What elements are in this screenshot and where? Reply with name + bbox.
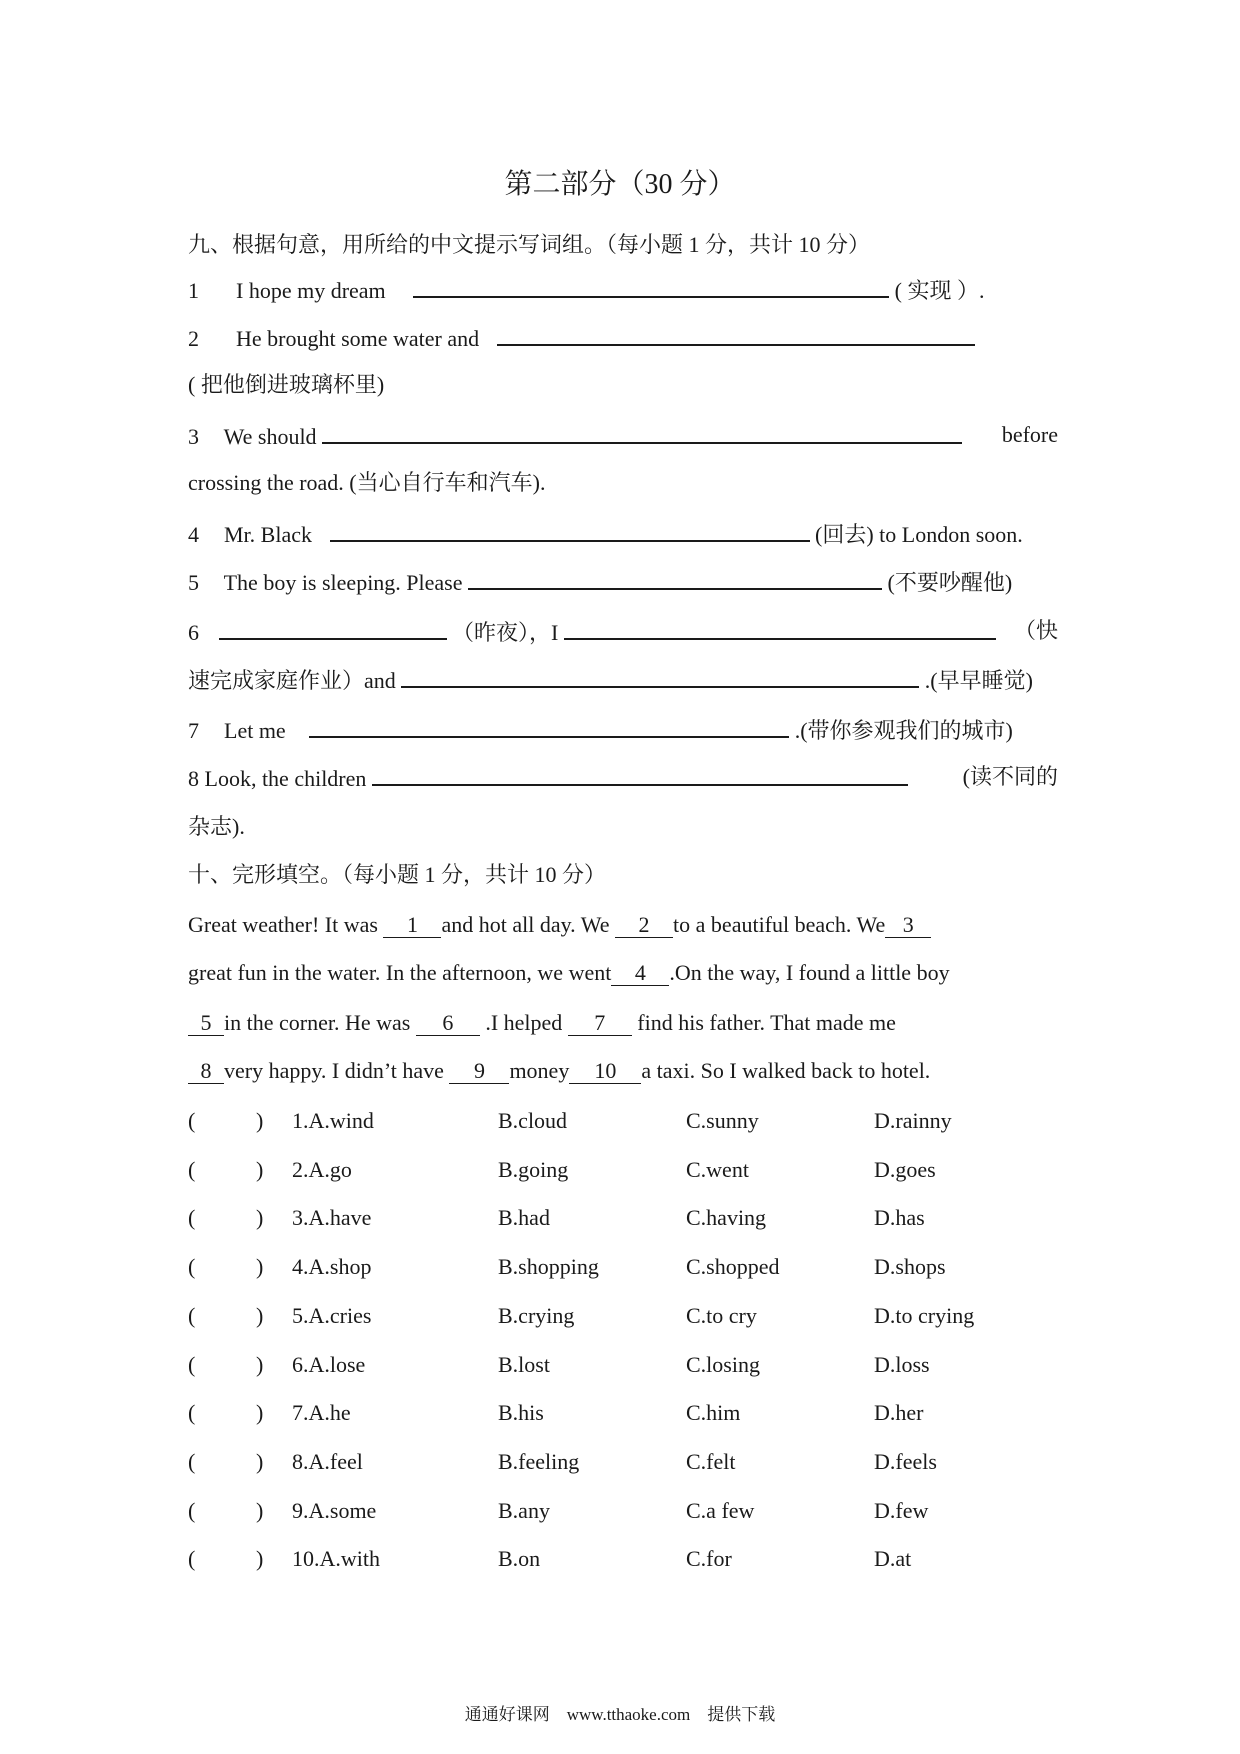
q3-line	[188, 420, 1058, 450]
q2-num: 2	[188, 326, 199, 351]
answer-paren-open[interactable]: (	[188, 1546, 196, 1571]
answer-paren-open[interactable]: (	[188, 1108, 196, 1133]
cloze-blank-3[interactable]: 3	[885, 913, 931, 938]
option-row	[188, 1398, 1058, 1428]
q3-num: 3	[188, 424, 199, 449]
q7-text: Let me	[224, 718, 286, 743]
option-row	[188, 1252, 1058, 1282]
option-a[interactable]: 6.A.lose	[292, 1352, 366, 1377]
option-a[interactable]: 2.A.go	[292, 1157, 352, 1182]
option-c[interactable]: C.losing	[686, 1352, 760, 1377]
answer-paren-open[interactable]: (	[188, 1205, 196, 1230]
q3-answer-blank[interactable]	[322, 420, 962, 444]
q8-answer-blank[interactable]	[372, 762, 908, 786]
q2-line	[188, 322, 1058, 352]
answer-paren-close: )	[256, 1303, 264, 1328]
answer-paren-close: )	[256, 1498, 264, 1523]
q3-continuation: crossing the road. (当心自行车和汽车).	[188, 470, 546, 495]
option-b[interactable]: B.feeling	[498, 1449, 580, 1474]
q4-text: Mr. Black	[224, 522, 312, 547]
passage-text: .I helped	[479, 1010, 568, 1035]
option-row	[188, 1350, 1058, 1380]
option-d[interactable]: D.at	[874, 1546, 912, 1571]
option-row	[188, 1106, 1058, 1136]
option-b[interactable]: B.cloud	[498, 1108, 568, 1133]
section9-heading: 九、根据句意，用所给的中文提示写词组。（每小题 1 分，共计 10 分）	[188, 232, 871, 257]
answer-paren-close: )	[256, 1352, 264, 1377]
q7-line	[188, 714, 1058, 744]
q6-hint2: （快	[1013, 618, 1058, 643]
q8-hint: (读不同的	[962, 764, 1058, 789]
q5-num: 5	[188, 570, 199, 595]
answer-paren-open[interactable]: (	[188, 1498, 196, 1523]
q4-num: 4	[188, 522, 199, 547]
q5-hint: (不要吵醒他)	[887, 570, 1013, 595]
cloze-blank-8[interactable]: 8	[188, 1059, 224, 1084]
option-a[interactable]: 10.A.with	[292, 1546, 380, 1571]
q2-answer-blank[interactable]	[497, 322, 975, 346]
option-c[interactable]: C.to cry	[686, 1303, 757, 1328]
option-d[interactable]: D.shops	[874, 1254, 946, 1279]
passage-text: .On the way, I found a little boy	[669, 960, 950, 985]
option-a[interactable]: 8.A.feel	[292, 1449, 363, 1474]
option-b[interactable]: B.had	[498, 1205, 550, 1230]
option-d[interactable]: D.few	[874, 1498, 929, 1523]
option-a[interactable]: 4.A.shop	[292, 1254, 372, 1279]
answer-paren-open[interactable]: (	[188, 1352, 196, 1377]
q6-num: 6	[188, 620, 199, 645]
option-b[interactable]: B.on	[498, 1546, 541, 1571]
q5-line	[188, 566, 1058, 596]
answer-paren-close: )	[256, 1400, 264, 1425]
option-c[interactable]: C.a few	[686, 1498, 755, 1523]
option-c[interactable]: C.him	[686, 1400, 741, 1425]
passage-text: and hot all day. We	[441, 912, 616, 937]
passage-text: money	[509, 1058, 570, 1083]
q6-hint1: （昨夜），I	[452, 620, 559, 645]
footer-credit: 通通好课网 www.tthaoke.com 提供下载	[464, 1705, 776, 1724]
cloze-blank-1[interactable]: 1	[383, 913, 441, 938]
option-row	[188, 1544, 1058, 1574]
passage-text: Great weather! It was	[188, 912, 384, 937]
q7-num: 7	[188, 718, 199, 743]
cloze-passage-line-2	[188, 958, 1058, 988]
cloze-passage-line-4	[188, 1056, 1058, 1086]
q1-text: I hope my dream	[236, 278, 386, 303]
option-c[interactable]: C.sunny	[686, 1108, 759, 1133]
q7-answer-blank[interactable]	[309, 714, 789, 738]
option-a[interactable]: 1.A.wind	[292, 1108, 374, 1133]
cloze-blank-2[interactable]: 2	[615, 913, 673, 938]
q1-hint: ( 实现 ）.	[894, 278, 985, 303]
cloze-blank-7[interactable]: 7	[568, 1011, 632, 1036]
q5-text: The boy is sleeping. Please	[223, 570, 463, 595]
q5-answer-blank[interactable]	[468, 566, 882, 590]
option-row	[188, 1496, 1058, 1526]
answer-paren-close: )	[256, 1254, 264, 1279]
option-d[interactable]: D.her	[874, 1400, 924, 1425]
q1-line	[188, 274, 1058, 304]
answer-paren-close: )	[256, 1157, 264, 1182]
q2-hint: ( 把他倒进玻璃杯里)	[188, 372, 385, 397]
option-d[interactable]: D.rainny	[874, 1108, 952, 1133]
answer-paren-close: )	[256, 1546, 264, 1571]
passage-text: great fun in the water. In the afternoon, we went	[188, 960, 612, 985]
option-a[interactable]: 5.A.cries	[292, 1303, 372, 1328]
answer-paren-open[interactable]: (	[188, 1157, 196, 1182]
cloze-blank-10[interactable]: 10	[569, 1059, 641, 1084]
passage-text: very happy. I didn’t have	[224, 1058, 450, 1083]
q8-continuation: 杂志).	[188, 814, 245, 839]
q6-blank-1[interactable]	[219, 616, 447, 640]
answer-paren-open[interactable]: (	[188, 1303, 196, 1328]
option-b[interactable]: B.crying	[498, 1303, 575, 1328]
answer-paren-close: )	[256, 1449, 264, 1474]
passage-text: in the corner. He was	[224, 1010, 416, 1035]
q6-cont: 速完成家庭作业）and	[188, 668, 396, 693]
answer-paren-open[interactable]: (	[188, 1449, 196, 1474]
cloze-blank-4[interactable]: 4	[611, 961, 669, 986]
cloze-blank-6[interactable]: 6	[416, 1011, 480, 1036]
option-row	[188, 1301, 1058, 1331]
option-d[interactable]: D.goes	[874, 1157, 936, 1182]
option-d[interactable]: D.has	[874, 1205, 925, 1230]
option-d[interactable]: D.feels	[874, 1449, 937, 1474]
page-title: 第二部分（30 分）	[504, 169, 736, 200]
option-d[interactable]: D.to crying	[874, 1303, 975, 1328]
option-b[interactable]: B.shopping	[498, 1254, 599, 1279]
q1-num: 1	[188, 278, 199, 303]
cloze-passage-line-1	[188, 910, 1058, 940]
option-c[interactable]: C.felt	[686, 1449, 736, 1474]
answer-paren-close: )	[256, 1205, 264, 1230]
passage-text: find his father. That made me	[631, 1010, 896, 1035]
option-a[interactable]: 7.A.he	[292, 1400, 351, 1425]
cloze-passage-line-3	[188, 1008, 1058, 1038]
option-c[interactable]: C.having	[686, 1205, 767, 1230]
option-row	[188, 1447, 1058, 1477]
q3-after: before	[1001, 422, 1058, 447]
q6-hint3: .(早早睡觉)	[924, 668, 1033, 693]
option-a[interactable]: 9.A.some	[292, 1498, 377, 1523]
passage-text: a taxi. So I walked back to hotel.	[641, 1058, 931, 1083]
q6-blank-2[interactable]	[564, 616, 996, 640]
q7-hint: .(带你参观我们的城市)	[794, 718, 1013, 743]
q4-line	[188, 518, 1058, 548]
option-c[interactable]: C.shopped	[686, 1254, 780, 1279]
answer-paren-open[interactable]: (	[188, 1254, 196, 1279]
q6-line	[188, 616, 1058, 646]
option-b[interactable]: B.any	[498, 1498, 550, 1523]
q2-text: He brought some water and	[236, 326, 480, 351]
q4-hint: (回去) to London soon.	[815, 522, 1023, 547]
answer-paren-open[interactable]: (	[188, 1400, 196, 1425]
option-d[interactable]: D.loss	[874, 1352, 930, 1377]
section10-heading: 十、完形填空。（每小题 1 分，共计 10 分）	[188, 862, 607, 887]
q1-answer-blank[interactable]	[413, 274, 889, 298]
answer-paren-close: )	[256, 1108, 264, 1133]
q6-continuation	[188, 664, 1058, 694]
passage-text: to a beautiful beach. We	[673, 912, 886, 937]
cloze-blank-9[interactable]: 9	[449, 1059, 509, 1084]
option-a[interactable]: 3.A.have	[292, 1205, 372, 1230]
option-b[interactable]: B.lost	[498, 1352, 550, 1377]
option-c[interactable]: C.for	[686, 1546, 732, 1571]
option-b[interactable]: B.going	[498, 1157, 569, 1182]
q3-text: We should	[223, 424, 317, 449]
option-row	[188, 1203, 1058, 1233]
cloze-blank-5[interactable]: 5	[188, 1011, 224, 1036]
option-c[interactable]: C.went	[686, 1157, 749, 1182]
q8-line	[188, 762, 1058, 792]
q8-text: 8 Look, the children	[188, 766, 367, 791]
q4-answer-blank[interactable]	[330, 518, 810, 542]
option-row	[188, 1155, 1058, 1185]
option-b[interactable]: B.his	[498, 1400, 544, 1425]
q6-blank-3[interactable]	[401, 664, 919, 688]
